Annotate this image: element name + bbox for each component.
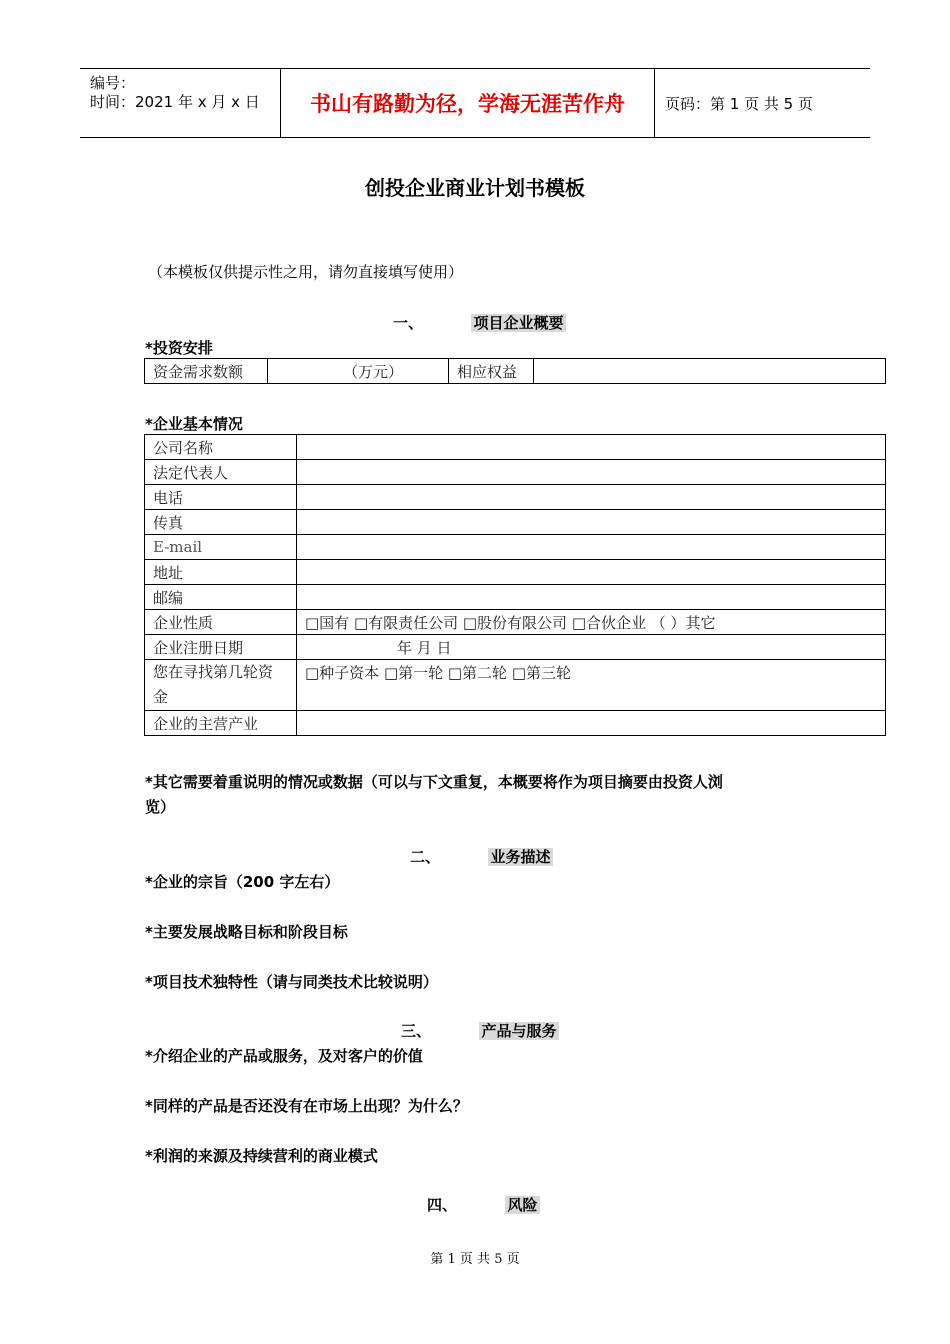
header-meta — [80, 69, 281, 137]
section-3-heading — [401, 1020, 559, 1041]
investment-label: *投资安排 — [145, 339, 213, 357]
section-2-name: 业务描述 — [490, 848, 551, 866]
funding-round-label-line2: 金 — [153, 688, 169, 706]
document-title: 创投企业商业计划书模板 — [365, 176, 585, 200]
row-label-main-industry: 企业的主营产业 — [145, 711, 297, 736]
investment-table — [144, 358, 886, 384]
row-label-company-name: 公司名称 — [145, 435, 297, 460]
investment-amount-label: 资金需求数额 — [145, 359, 268, 384]
section-4-number: 四、 — [427, 1196, 458, 1214]
row-label-postcode: 邮编 — [145, 585, 297, 610]
equity-label: 相应权益 — [449, 359, 534, 384]
postcode-field[interactable] — [297, 585, 886, 610]
section-4-name: 风险 — [507, 1196, 538, 1214]
funding-round-options[interactable]: □种子资本 □第一轮 □第二轮 □第三轮 — [297, 660, 886, 711]
nature-options[interactable]: □国有 □有限责任公司 □股份有限公司 □合伙企业 （ ）其它 — [297, 610, 886, 635]
product-item-3: *利润的来源及持续营利的商业模式 — [145, 1147, 378, 1165]
product-item-1: *介绍企业的产品或服务，及对客户的价值 — [145, 1047, 423, 1065]
time-label: 时间：2021 年 x 月 x 日 — [90, 93, 260, 111]
investment-amount-field[interactable]: （万元） — [268, 359, 449, 384]
business-item-1: *企业的宗旨（200 字左右） — [145, 873, 340, 891]
section-3-number: 三、 — [401, 1022, 432, 1040]
business-item-3: *项目技术独特性（请与同类技术比较说明） — [145, 973, 438, 991]
reg-date-field[interactable]: 年 月 日 — [297, 635, 886, 660]
row-label-funding-round — [145, 660, 297, 711]
company-info-label: *企业基本情况 — [145, 415, 243, 433]
row-label-nature: 企业性质 — [145, 610, 297, 635]
page-footer: 第 1 页 共 5 页 — [430, 1252, 520, 1267]
row-label-phone: 电话 — [145, 485, 297, 510]
page-header — [80, 68, 870, 138]
row-label-fax: 传真 — [145, 510, 297, 535]
section-2-heading — [410, 846, 553, 867]
legal-rep-field[interactable] — [297, 460, 886, 485]
other-info-label-line1: *其它需要着重说明的情况或数据（可以与下文重复，本概要将作为项目摘要由投资人浏 — [145, 773, 723, 791]
row-label-legal-rep: 法定代表人 — [145, 460, 297, 485]
row-label-address: 地址 — [145, 560, 297, 585]
funding-round-label-line1: 您在寻找第几轮资 — [153, 663, 274, 681]
section-4-heading — [427, 1194, 540, 1215]
section-2-number: 二、 — [410, 848, 441, 866]
page-info: 页码：第 1 页 共 5 页 — [665, 95, 813, 113]
email-field[interactable] — [297, 535, 886, 560]
company-name-field[interactable] — [297, 435, 886, 460]
section-3-name: 产品与服务 — [481, 1022, 557, 1040]
row-label-reg-date: 企业注册日期 — [145, 635, 297, 660]
motto: 书山有路勤为径，学海无涯苦作舟 — [281, 69, 655, 137]
section-1-heading — [393, 312, 566, 333]
number-label: 编号： — [90, 74, 136, 92]
section-1-number: 一、 — [393, 314, 424, 332]
product-item-2: *同样的产品是否还没有在市场上出现？为什么？ — [145, 1097, 468, 1115]
phone-field[interactable] — [297, 485, 886, 510]
template-note: （本模板仅供提示性之用，请勿直接填写使用） — [148, 263, 464, 281]
section-1-name: 项目企业概要 — [473, 314, 564, 332]
equity-field[interactable] — [534, 359, 886, 384]
address-field[interactable] — [297, 560, 886, 585]
business-item-2: *主要发展战略目标和阶段目标 — [145, 923, 348, 941]
other-info-label-line2: 览） — [145, 798, 176, 816]
row-label-email: E-mail — [145, 535, 297, 560]
company-info-table — [144, 434, 886, 736]
main-industry-field[interactable] — [297, 711, 886, 736]
fax-field[interactable] — [297, 510, 886, 535]
